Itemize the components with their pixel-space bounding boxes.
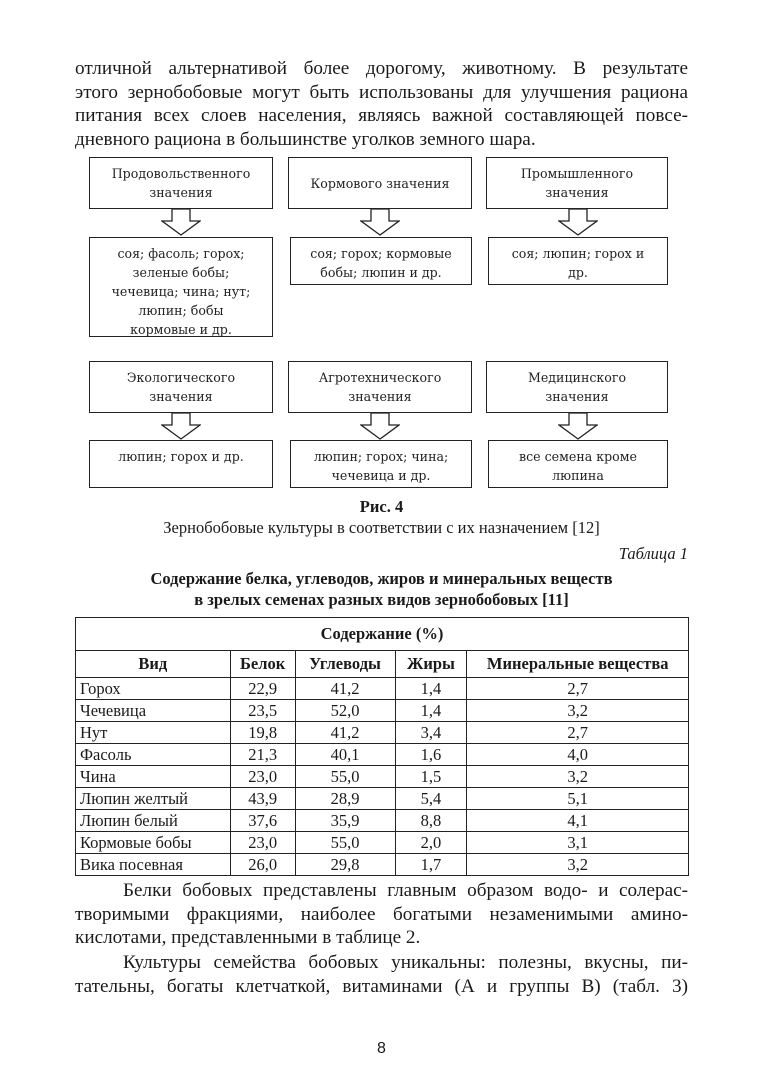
- cell-carbs: 28,9: [295, 788, 395, 810]
- cell-protein: 19,8: [230, 722, 295, 744]
- category-label: Кормового значения: [310, 175, 450, 191]
- crops-label: соя; фасоль; горох; зеленые бобы; чечевица; чина; нут; люпин; бобы кормовые и др.: [111, 246, 251, 337]
- crops-label: соя; горох; кормовые бобы; люпин и др.: [310, 246, 452, 280]
- cell-fats: 1,4: [395, 700, 467, 722]
- cell-minerals: 2,7: [467, 722, 689, 744]
- cell-protein: 37,6: [230, 810, 295, 832]
- cell-minerals: 3,1: [467, 832, 689, 854]
- cell-carbs: 40,1: [295, 744, 395, 766]
- cell-fats: 3,4: [395, 722, 467, 744]
- cell-carbs: 52,0: [295, 700, 395, 722]
- crops-box-fodder: [290, 237, 472, 285]
- crops-label: люпин; горох; чина; чечевица и др.: [313, 449, 449, 483]
- column-header: Белок: [230, 651, 295, 678]
- text-line: Белки бобовых представлены главным образом водо- и солерас-: [123, 880, 688, 901]
- table-row: [76, 788, 689, 810]
- table-row: [76, 766, 689, 788]
- cell-carbs: 41,2: [295, 722, 395, 744]
- category-label: Экологического значения: [126, 370, 236, 404]
- cell-protein: 23,5: [230, 700, 295, 722]
- cell-protein: 23,0: [230, 832, 295, 854]
- category-box-food: [89, 157, 273, 209]
- cell-minerals: 4,1: [467, 810, 689, 832]
- super-header: Содержание (%): [76, 618, 689, 651]
- text-line: тательны, богаты клетчаткой, витаминами (А и группы В) (табл. 3): [75, 975, 688, 997]
- cell-fats: 8,8: [395, 810, 467, 832]
- crops-label: люпин; горох и др.: [118, 449, 244, 464]
- table-row: [76, 678, 689, 700]
- crops-box-industrial: [488, 237, 668, 285]
- cell-fats: 1,4: [395, 678, 467, 700]
- cell-species: Кормовые бобы: [76, 832, 231, 854]
- table-label: Таблица 1: [618, 544, 688, 563]
- text-line: творимыми фракциями, наиболее богатыми незаменимыми амино-: [75, 903, 688, 925]
- cell-carbs: 55,0: [295, 832, 395, 854]
- text-line: питания всех слоев населения, являясь важной составляющей повсе-: [75, 105, 688, 126]
- category-label: Агротехнического значения: [318, 370, 442, 404]
- text-line: дневного рациона в большинстве уголков земного шара.: [75, 128, 536, 150]
- page-number: 8: [377, 1040, 386, 1057]
- table-title-line: Содержание белка, углеводов, жиров и минеральных веществ: [150, 569, 613, 588]
- text-line: этого зернобобовые могут быть использованы для улучшения рациона: [75, 81, 688, 103]
- category-box-fodder: [288, 157, 472, 209]
- cell-protein: 21,3: [230, 744, 295, 766]
- cell-carbs: 55,0: [295, 766, 395, 788]
- crops-box-medical: [488, 440, 668, 488]
- table-row: [76, 832, 689, 854]
- table-title-line: в зрелых семенах разных видов зернобобовых [11]: [194, 590, 569, 609]
- cell-fats: 1,5: [395, 766, 467, 788]
- cell-carbs: 41,2: [295, 678, 395, 700]
- cell-minerals: 2,7: [467, 678, 689, 700]
- cell-fats: 2,0: [395, 832, 467, 854]
- intro-paragraph: [75, 57, 688, 151]
- cell-fats: 5,4: [395, 788, 467, 810]
- cell-protein: 43,9: [230, 788, 295, 810]
- crops-label: все семена кроме люпина: [518, 449, 638, 483]
- table-row: [76, 700, 689, 722]
- column-header: Вид: [76, 651, 231, 678]
- cell-species: Люпин белый: [76, 810, 231, 832]
- text-line: отличной альтернативой более дорогому, животному. В результате: [75, 58, 688, 79]
- cell-protein: 23,0: [230, 766, 295, 788]
- category-label: Продовольственного значения: [111, 166, 251, 200]
- table-row: [76, 744, 689, 766]
- legumes-paragraph: [75, 951, 688, 998]
- cell-species: Горох: [76, 678, 231, 700]
- column-header: Жиры: [395, 651, 467, 678]
- cell-species: Фасоль: [76, 744, 231, 766]
- cell-protein: 22,9: [230, 678, 295, 700]
- category-box-agrotechnical: [288, 361, 472, 413]
- table-row: [76, 854, 689, 876]
- text-line: Культуры семейства бобовых уникальны: полезны, вкусны, пи-: [123, 952, 688, 973]
- nutrient-table: [75, 617, 689, 876]
- crops-box-agrotechnical: [290, 440, 472, 488]
- column-header: Минеральные вещества: [467, 651, 689, 678]
- category-box-ecological: [89, 361, 273, 413]
- category-box-medical: [486, 361, 668, 413]
- cell-protein: 26,0: [230, 854, 295, 876]
- crops-box-ecological: [89, 440, 273, 488]
- cell-carbs: 35,9: [295, 810, 395, 832]
- cell-species: Вика посевная: [76, 854, 231, 876]
- column-header: Углеводы: [295, 651, 395, 678]
- cell-minerals: 3,2: [467, 700, 689, 722]
- cell-minerals: 3,2: [467, 854, 689, 876]
- table-title: [75, 568, 688, 610]
- cell-fats: 1,7: [395, 854, 467, 876]
- cell-species: Чина: [76, 766, 231, 788]
- category-box-industrial: [486, 157, 668, 209]
- cell-species: Чечевица: [76, 700, 231, 722]
- cell-minerals: 4,0: [467, 744, 689, 766]
- cell-carbs: 29,8: [295, 854, 395, 876]
- cell-fats: 1,6: [395, 744, 467, 766]
- cell-species: Нут: [76, 722, 231, 744]
- figure-label: Рис. 4: [359, 497, 404, 516]
- category-label: Медицинского значения: [527, 370, 627, 404]
- figure-caption: Зернобобовые культуры в соответствии с их назначением [12]: [163, 518, 600, 537]
- protein-paragraph: [75, 879, 688, 950]
- table-row: [76, 722, 689, 744]
- cell-minerals: 3,2: [467, 766, 689, 788]
- crops-box-food: [89, 237, 273, 337]
- table-row: [76, 810, 689, 832]
- crops-label: соя; люпин; горох и др.: [511, 246, 645, 280]
- category-label: Промышленного значения: [520, 166, 634, 200]
- cell-species: Люпин желтый: [76, 788, 231, 810]
- text-line: кислотами, представленными в таблице 2.: [75, 927, 421, 948]
- cell-minerals: 5,1: [467, 788, 689, 810]
